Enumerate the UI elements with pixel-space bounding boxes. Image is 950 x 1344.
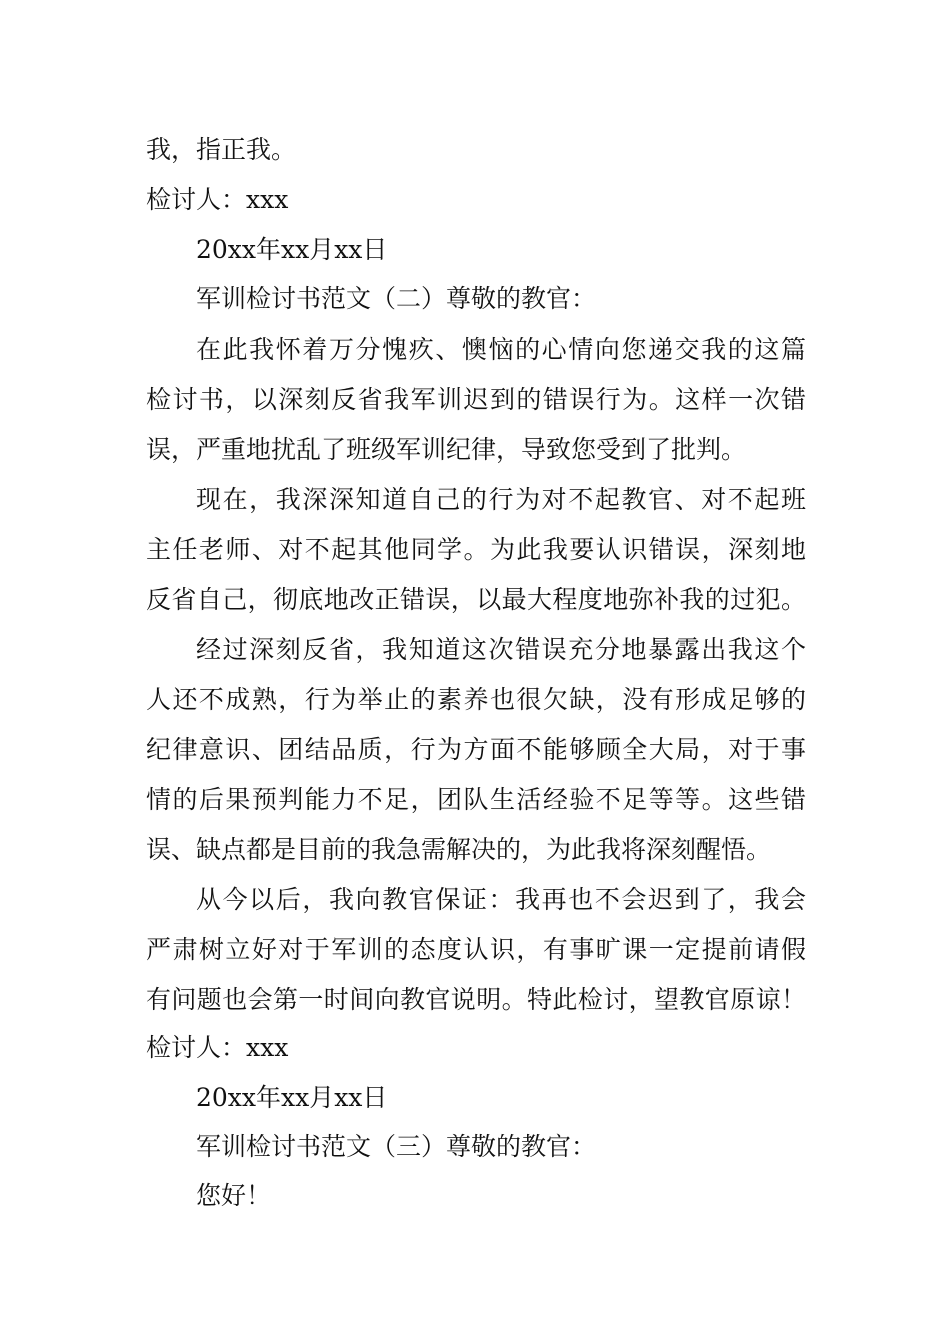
section-heading: 军训检讨书范文（二）尊敬的教官： [196, 284, 597, 313]
text-line: 我，指正我。 [146, 135, 297, 164]
text-line: 情的后果预判能力不足，团队生活经验不足等等。这些错 [146, 785, 806, 814]
text-line: 严肃树立好对于军训的态度认识，有事旷课一定提前请假 [146, 935, 806, 964]
text-line: 有问题也会第一时间向教官说明。特此检讨，望教官原谅！ [146, 985, 806, 1014]
text-line: 在此我怀着万分愧疚、懊恼的心情向您递交我的这篇 [196, 335, 806, 364]
date-line: 20xx年xx月xx日 [196, 235, 388, 264]
date-line: 20xx年xx月xx日 [196, 1083, 388, 1112]
text-line: 从今以后，我向教官保证：我再也不会迟到了，我会 [196, 885, 806, 914]
text-line: 主任老师、对不起其他同学。为此我要认识错误，深刻地 [146, 535, 806, 564]
text-line: 误、缺点都是目前的我急需解决的，为此我将深刻醒悟。 [146, 835, 772, 864]
signature-line: 检讨人：xxx [146, 185, 289, 214]
text-line: 误，严重地扰乱了班级军训纪律，导致您受到了批判。 [146, 435, 747, 464]
text-line: 反省自己，彻底地改正错误，以最大程度地弥补我的过犯。 [146, 585, 806, 614]
greeting-line: 您好！ [196, 1181, 272, 1210]
text-line: 纪律意识、团结品质，行为方面不能够顾全大局，对于事 [146, 735, 806, 764]
signature-line: 检讨人：xxx [146, 1033, 289, 1062]
text-line: 检讨书，以深刻反省我军训迟到的错误行为。这样一次错 [146, 385, 806, 414]
text-line: 现在，我深深知道自己的行为对不起教官、对不起班 [196, 485, 806, 514]
section-heading: 军训检讨书范文（三）尊敬的教官： [196, 1132, 597, 1161]
text-line: 人还不成熟，行为举止的素养也很欠缺，没有形成足够的 [146, 685, 806, 714]
text-line: 经过深刻反省，我知道这次错误充分地暴露出我这个 [196, 635, 806, 664]
